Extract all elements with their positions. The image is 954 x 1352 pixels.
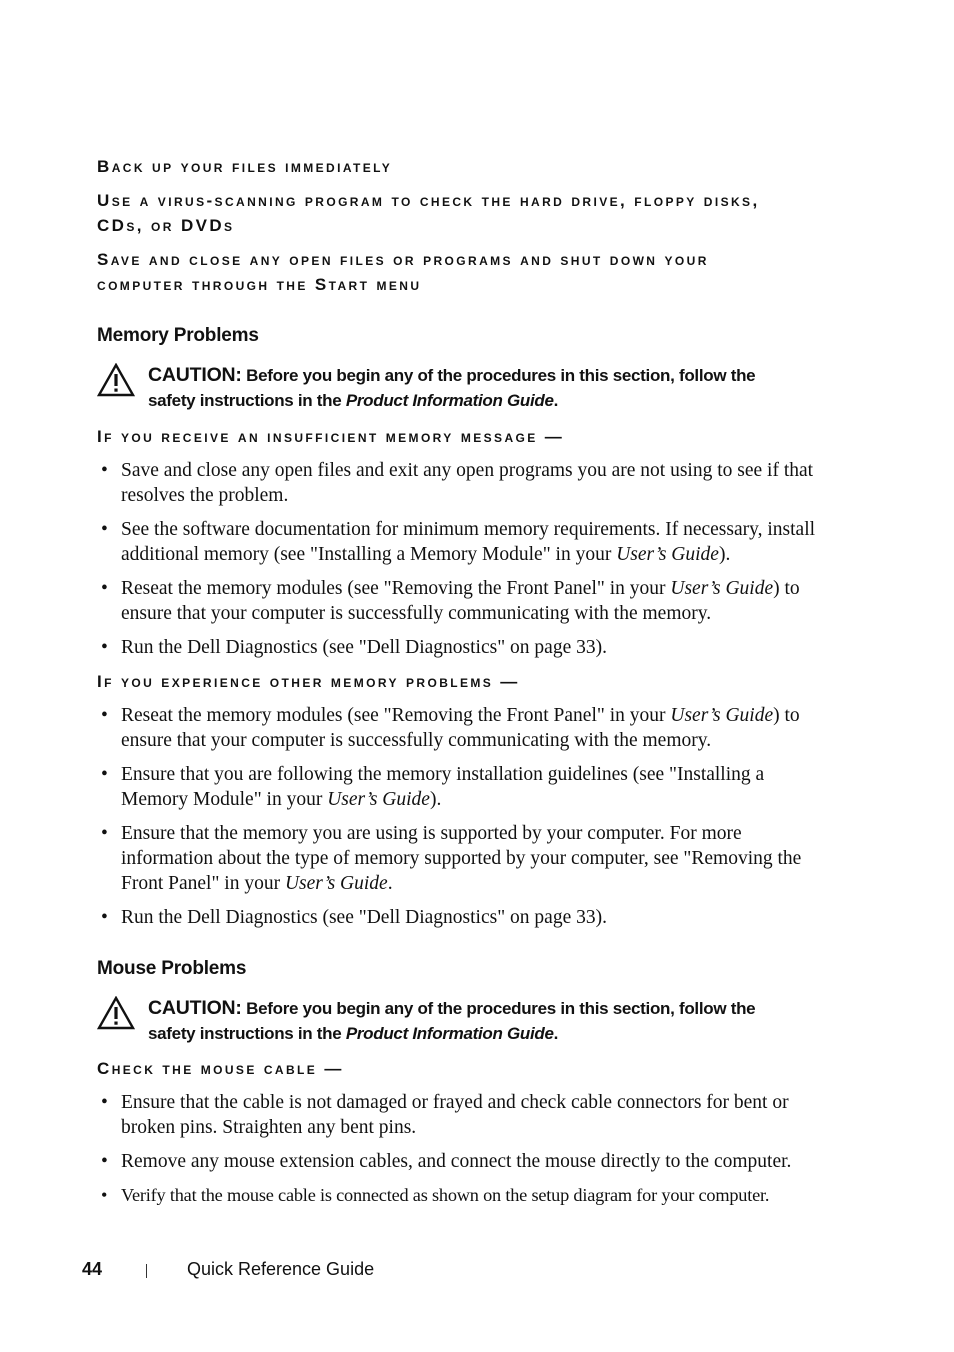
list-item: • Run the Dell Diagnostics (see "Dell Diagnostics" on page 33). — [101, 907, 607, 928]
product-information-guide-ref: Product Information Guide — [345, 1024, 554, 1043]
list-item: • Remove any mouse extension cables, and connect the mouse directly to the computer. — [101, 1151, 792, 1172]
list-item: • Reseat the memory modules (see "Removing the Front Panel" in your User’s Guide) to ensure that your computer is successfully communicating with the memory. — [101, 705, 800, 751]
heading-check-mouse-cable: Check the mouse cable — — [97, 1059, 344, 1078]
list-other-memory-problems — [97, 703, 827, 939]
section-title-mouse-problems: Mouse Problems — [97, 958, 247, 979]
caution-text: CAUTION: Before you begin any of the procedures in this section, follow the safety instructions in the Product Information Guide. — [148, 364, 756, 410]
heading-other-memory-problems: If you experience other memory problems — — [97, 672, 520, 691]
list-item: • Save and close any open files and exit any open programs you are not using to see if that resolves the problem. — [101, 460, 814, 506]
warning-triangle-icon — [97, 363, 135, 397]
caution-text: CAUTION: Before you begin any of the procedures in this section, follow the safety instructions in the Product Information Guide. — [148, 997, 756, 1043]
list-item: • Run the Dell Diagnostics (see "Dell Diagnostics" on page 33). — [101, 637, 607, 658]
list-item: • Ensure that you are following the memory installation guidelines (see "Installing a Memory Module" in your User’s Guide). — [101, 764, 765, 810]
heading-virus-scan: Use a virus-scanning program to check the hard drive, floppy disks, CDs, or DVDs — [97, 191, 760, 235]
product-information-guide-ref: Product Information Guide — [345, 391, 554, 410]
footer-divider — [146, 1264, 147, 1278]
list-item: • Ensure that the memory you are using is supported by your computer. For more information about the type of memory supported by your computer, see "Removing the Front Panel" in your User’s Guide. — [101, 823, 802, 894]
caution-memory — [97, 363, 817, 415]
heading-insufficient-memory: If you receive an insufficient memory message — — [97, 427, 565, 446]
footer-title: Quick Reference Guide — [187, 1259, 375, 1279]
list-insufficient-memory — [97, 458, 827, 669]
list-item: • Verify that the mouse cable is connected as shown on the setup diagram for your computer. — [101, 1185, 770, 1205]
list-item: • Reseat the memory modules (see "Removing the Front Panel" in your User’s Guide) to ensure that your computer is successfully communicating with the memory. — [101, 578, 800, 624]
section-title-memory-problems: Memory Problems — [97, 325, 259, 346]
list-check-mouse-cable — [97, 1090, 827, 1217]
page-number: 44 — [82, 1259, 103, 1279]
heading-save-close-files: Save and close any open files or programs and shut down your computer through the Start menu — [97, 250, 709, 294]
list-item: • See the software documentation for minimum memory requirements. If necessary, install additional memory (see "Installing a Memory Module" in your User’s Guide). — [101, 519, 816, 565]
heading-backup-files: Back up your files immediately — [97, 157, 393, 176]
caution-mouse — [97, 996, 817, 1048]
warning-triangle-icon — [97, 996, 135, 1030]
page-footer — [82, 1256, 482, 1282]
list-item: • Ensure that the cable is not damaged or frayed and check cable connectors for bent or broken pins. Straighten any bent pins. — [101, 1092, 789, 1138]
